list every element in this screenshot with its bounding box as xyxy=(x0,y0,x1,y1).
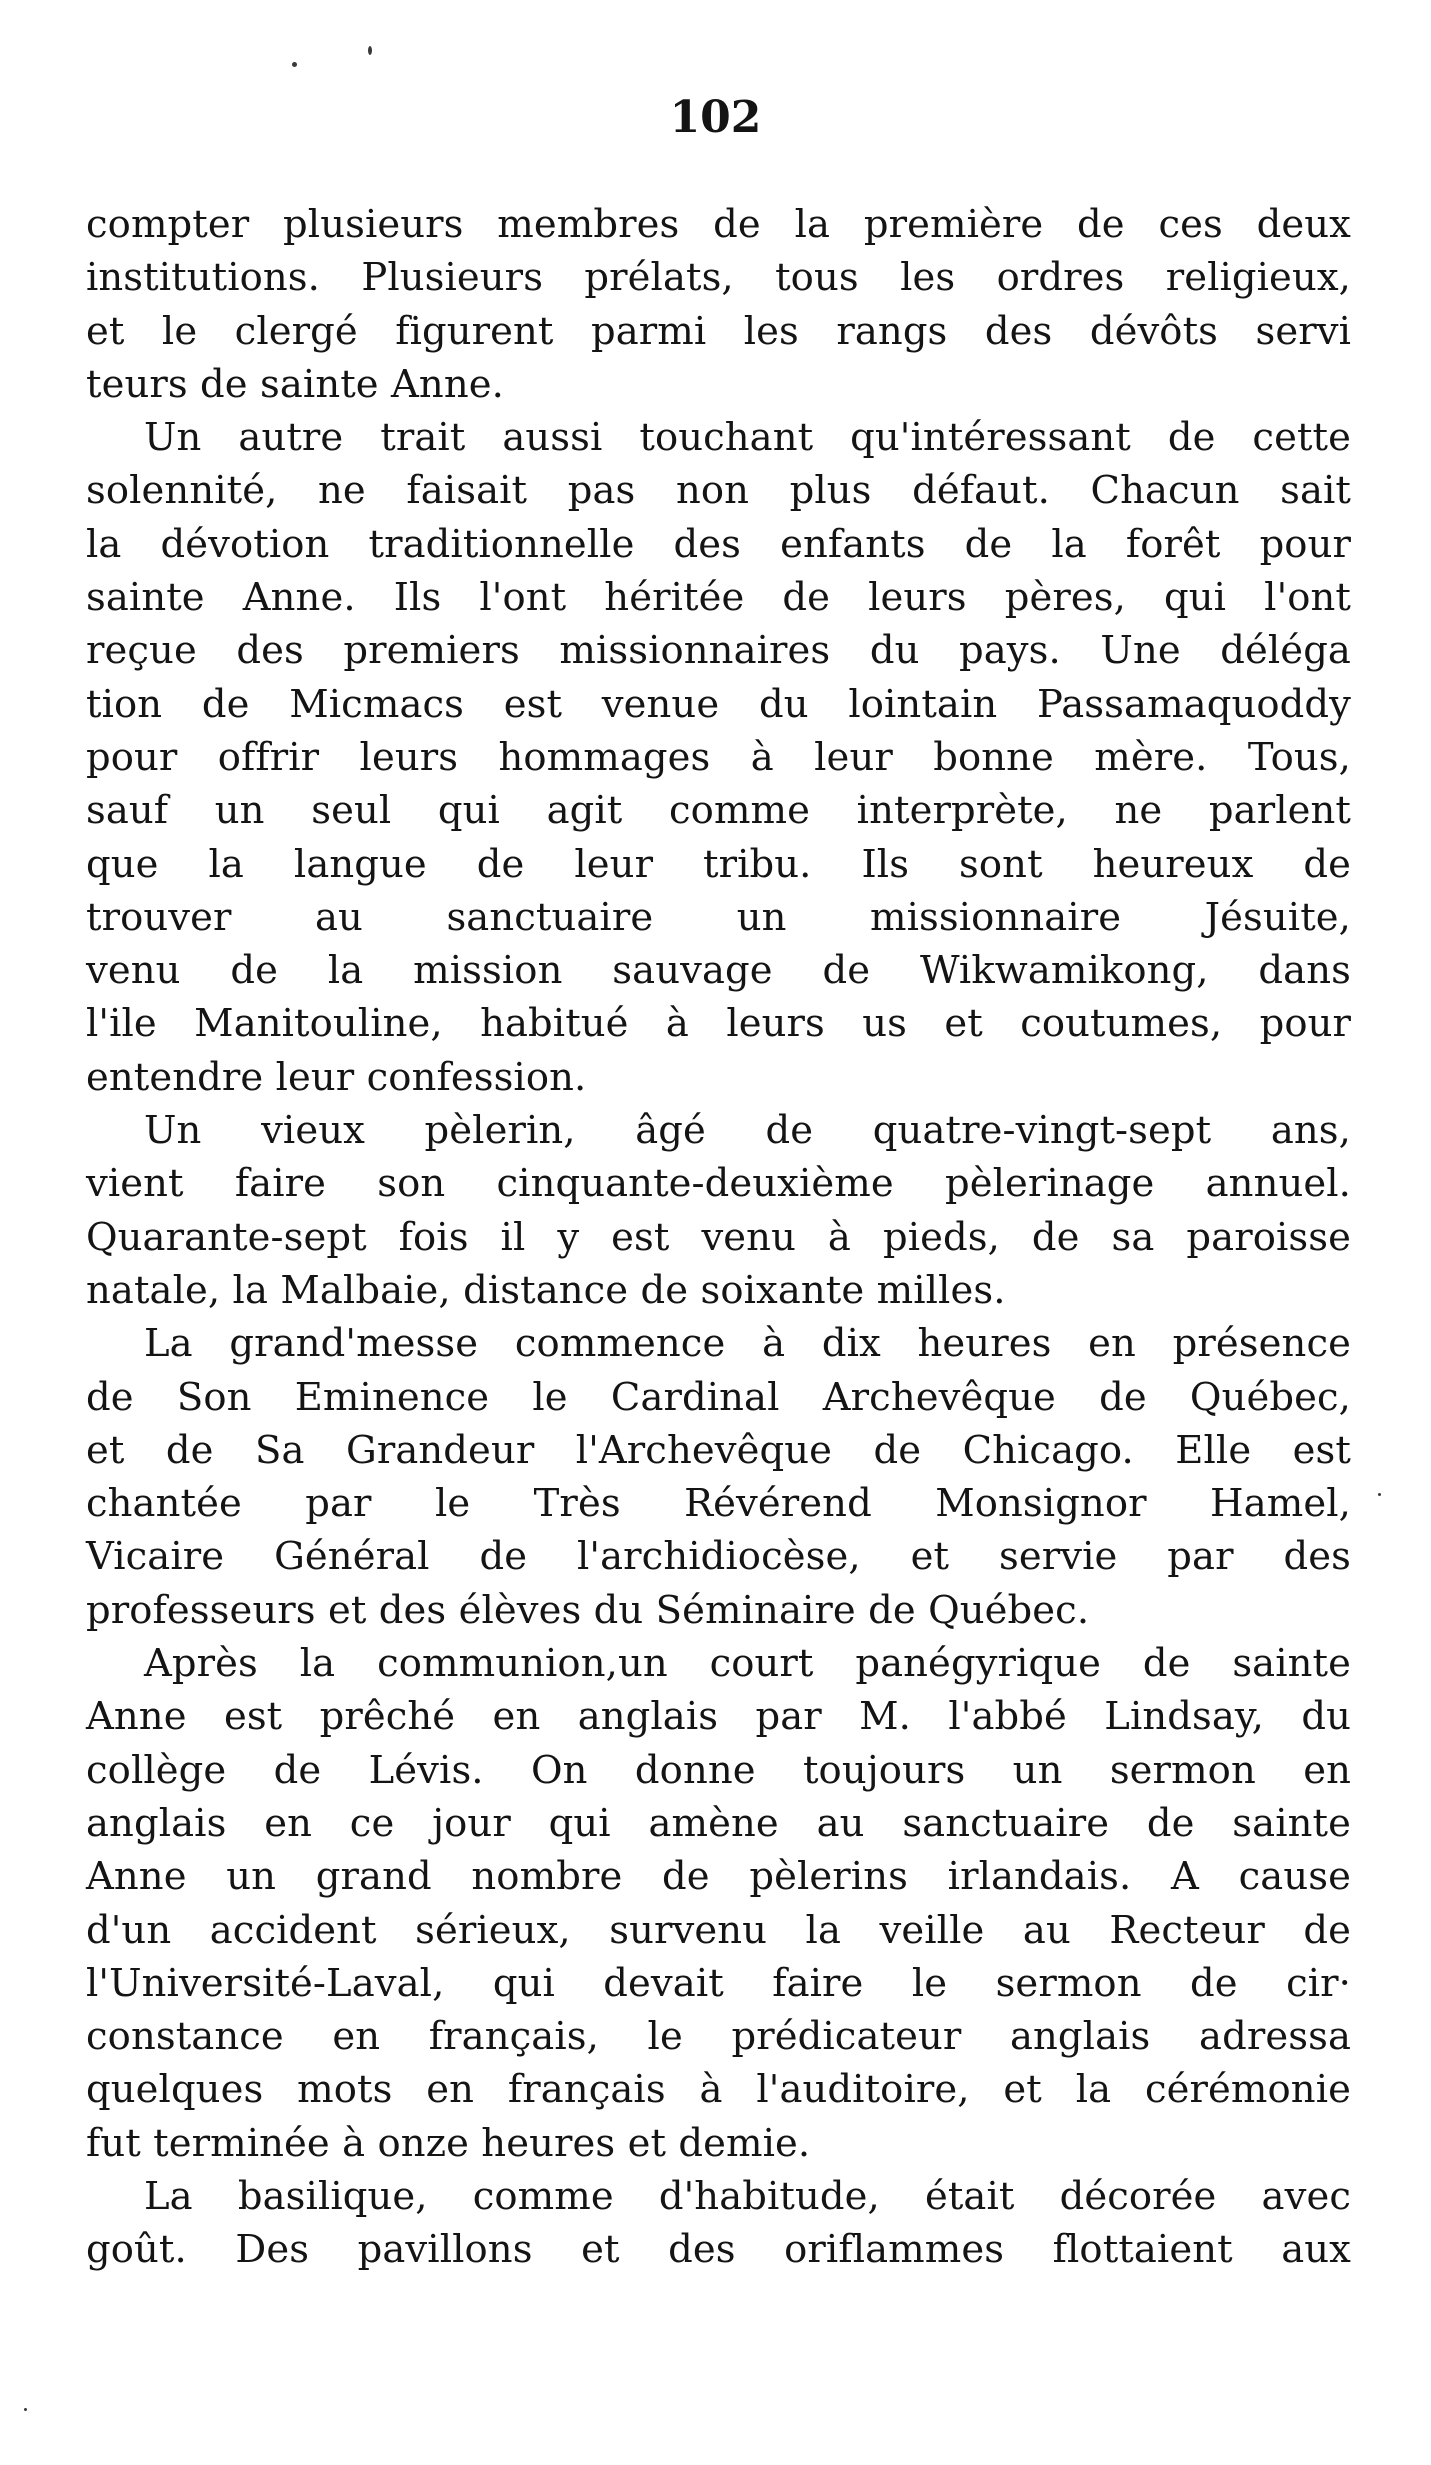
text-line: fut terminée à onze heures et demie. xyxy=(86,2120,811,2166)
text-line: sauf un seul qui agit comme interprète, ne parlent xyxy=(86,788,1351,834)
text-line: Vicaire Général de l'archidiocèse, et servie par des xyxy=(86,1534,1351,1580)
text-line: professeurs et des élèves du Séminaire de Québec. xyxy=(86,1587,1090,1633)
text-line: natale, la Malbaie, distance de soixante milles. xyxy=(86,1267,1006,1313)
page-number: 102 xyxy=(669,92,762,143)
ink-speck xyxy=(292,62,297,67)
text-line: anglais en ce jour qui amène au sanctuaire de sainte xyxy=(86,1800,1351,1846)
text-line: constance en français, le prédicateur anglais adressa xyxy=(86,2014,1351,2060)
text-line: Un autre trait aussi touchant qu'intéressant de cette xyxy=(144,415,1351,461)
text-line: goût. Des pavillons et des oriflammes flottaient aux xyxy=(86,2227,1351,2273)
text-line: de Son Eminence le Cardinal Archevêque de Québec, xyxy=(86,1374,1351,1420)
text-line: chantée par le Très Révérend Monsignor Hamel, xyxy=(86,1481,1351,1527)
text-line: que la langue de leur tribu. Ils sont heureux de xyxy=(86,841,1351,887)
text-line: l'Université-Laval, qui devait faire le sermon de cir· xyxy=(86,1960,1351,2006)
text-line: pour offrir leurs hommages à leur bonne mère. Tous, xyxy=(86,734,1351,780)
text-line: trouver au sanctuaire un missionnaire Jésuite, xyxy=(86,894,1351,940)
text-line: La grand'messe commence à dix heures en présence xyxy=(144,1321,1351,1367)
ink-speck xyxy=(368,46,372,55)
text-line: entendre leur confession. xyxy=(86,1054,587,1100)
text-line: compter plusieurs membres de la première de ces deux xyxy=(86,202,1351,247)
text-line: collège de Lévis. On donne toujours un sermon en xyxy=(86,1747,1351,1793)
text-line: sainte Anne. Ils l'ont héritée de leurs pères, qui l'ont xyxy=(86,575,1351,621)
text-line: teurs de sainte Anne. xyxy=(86,361,504,407)
text-line: Quarante-sept fois il y est venu à pieds, de sa paroisse xyxy=(86,1214,1351,1260)
text-line: tion de Micmacs est venue du lointain Passamaquoddy xyxy=(86,681,1351,727)
ink-speck xyxy=(24,2408,27,2411)
text-line: d'un accident sérieux, survenu la veille au Recteur de xyxy=(86,1907,1351,1953)
text-line: Anne est prêché en anglais par M. l'abbé Lindsay, du xyxy=(86,1694,1351,1740)
text-line: Un vieux pèlerin, âgé de quatre-vingt-sept ans, xyxy=(144,1108,1351,1154)
text-line: vient faire son cinquante-deuxième pèlerinage annuel. xyxy=(86,1161,1351,1207)
text-line: quelques mots en français à l'auditoire, et la cérémonie xyxy=(86,2067,1351,2113)
text-line: institutions. Plusieurs prélats, tous les ordres religieux, xyxy=(86,255,1351,301)
text-line: et de Sa Grandeur l'Archevêque de Chicago. Elle est xyxy=(86,1427,1351,1473)
text-line: la dévotion traditionnelle des enfants de la forêt pour xyxy=(86,521,1351,567)
text-line: reçue des premiers missionnaires du pays. Une déléga xyxy=(86,628,1351,674)
text-line: et le clergé figurent parmi les rangs des dévôts servi xyxy=(86,308,1351,354)
text-line: l'ile Manitouline, habitué à leurs us et coutumes, pour xyxy=(86,1001,1351,1047)
text-line: Après la communion,un court panégyrique de sainte xyxy=(144,1641,1351,1687)
ink-speck xyxy=(1378,1493,1381,1496)
text-line: Anne un grand nombre de pèlerins irlandais. A cause xyxy=(86,1854,1351,1900)
text-line: La basilique, comme d'habitude, était décorée avec xyxy=(144,2173,1351,2219)
body-text xyxy=(86,198,1351,2277)
text-line: venu de la mission sauvage de Wikwamikong, dans xyxy=(86,948,1351,994)
text-line: solennité, ne faisait pas non plus défaut. Chacun sait xyxy=(86,468,1351,514)
